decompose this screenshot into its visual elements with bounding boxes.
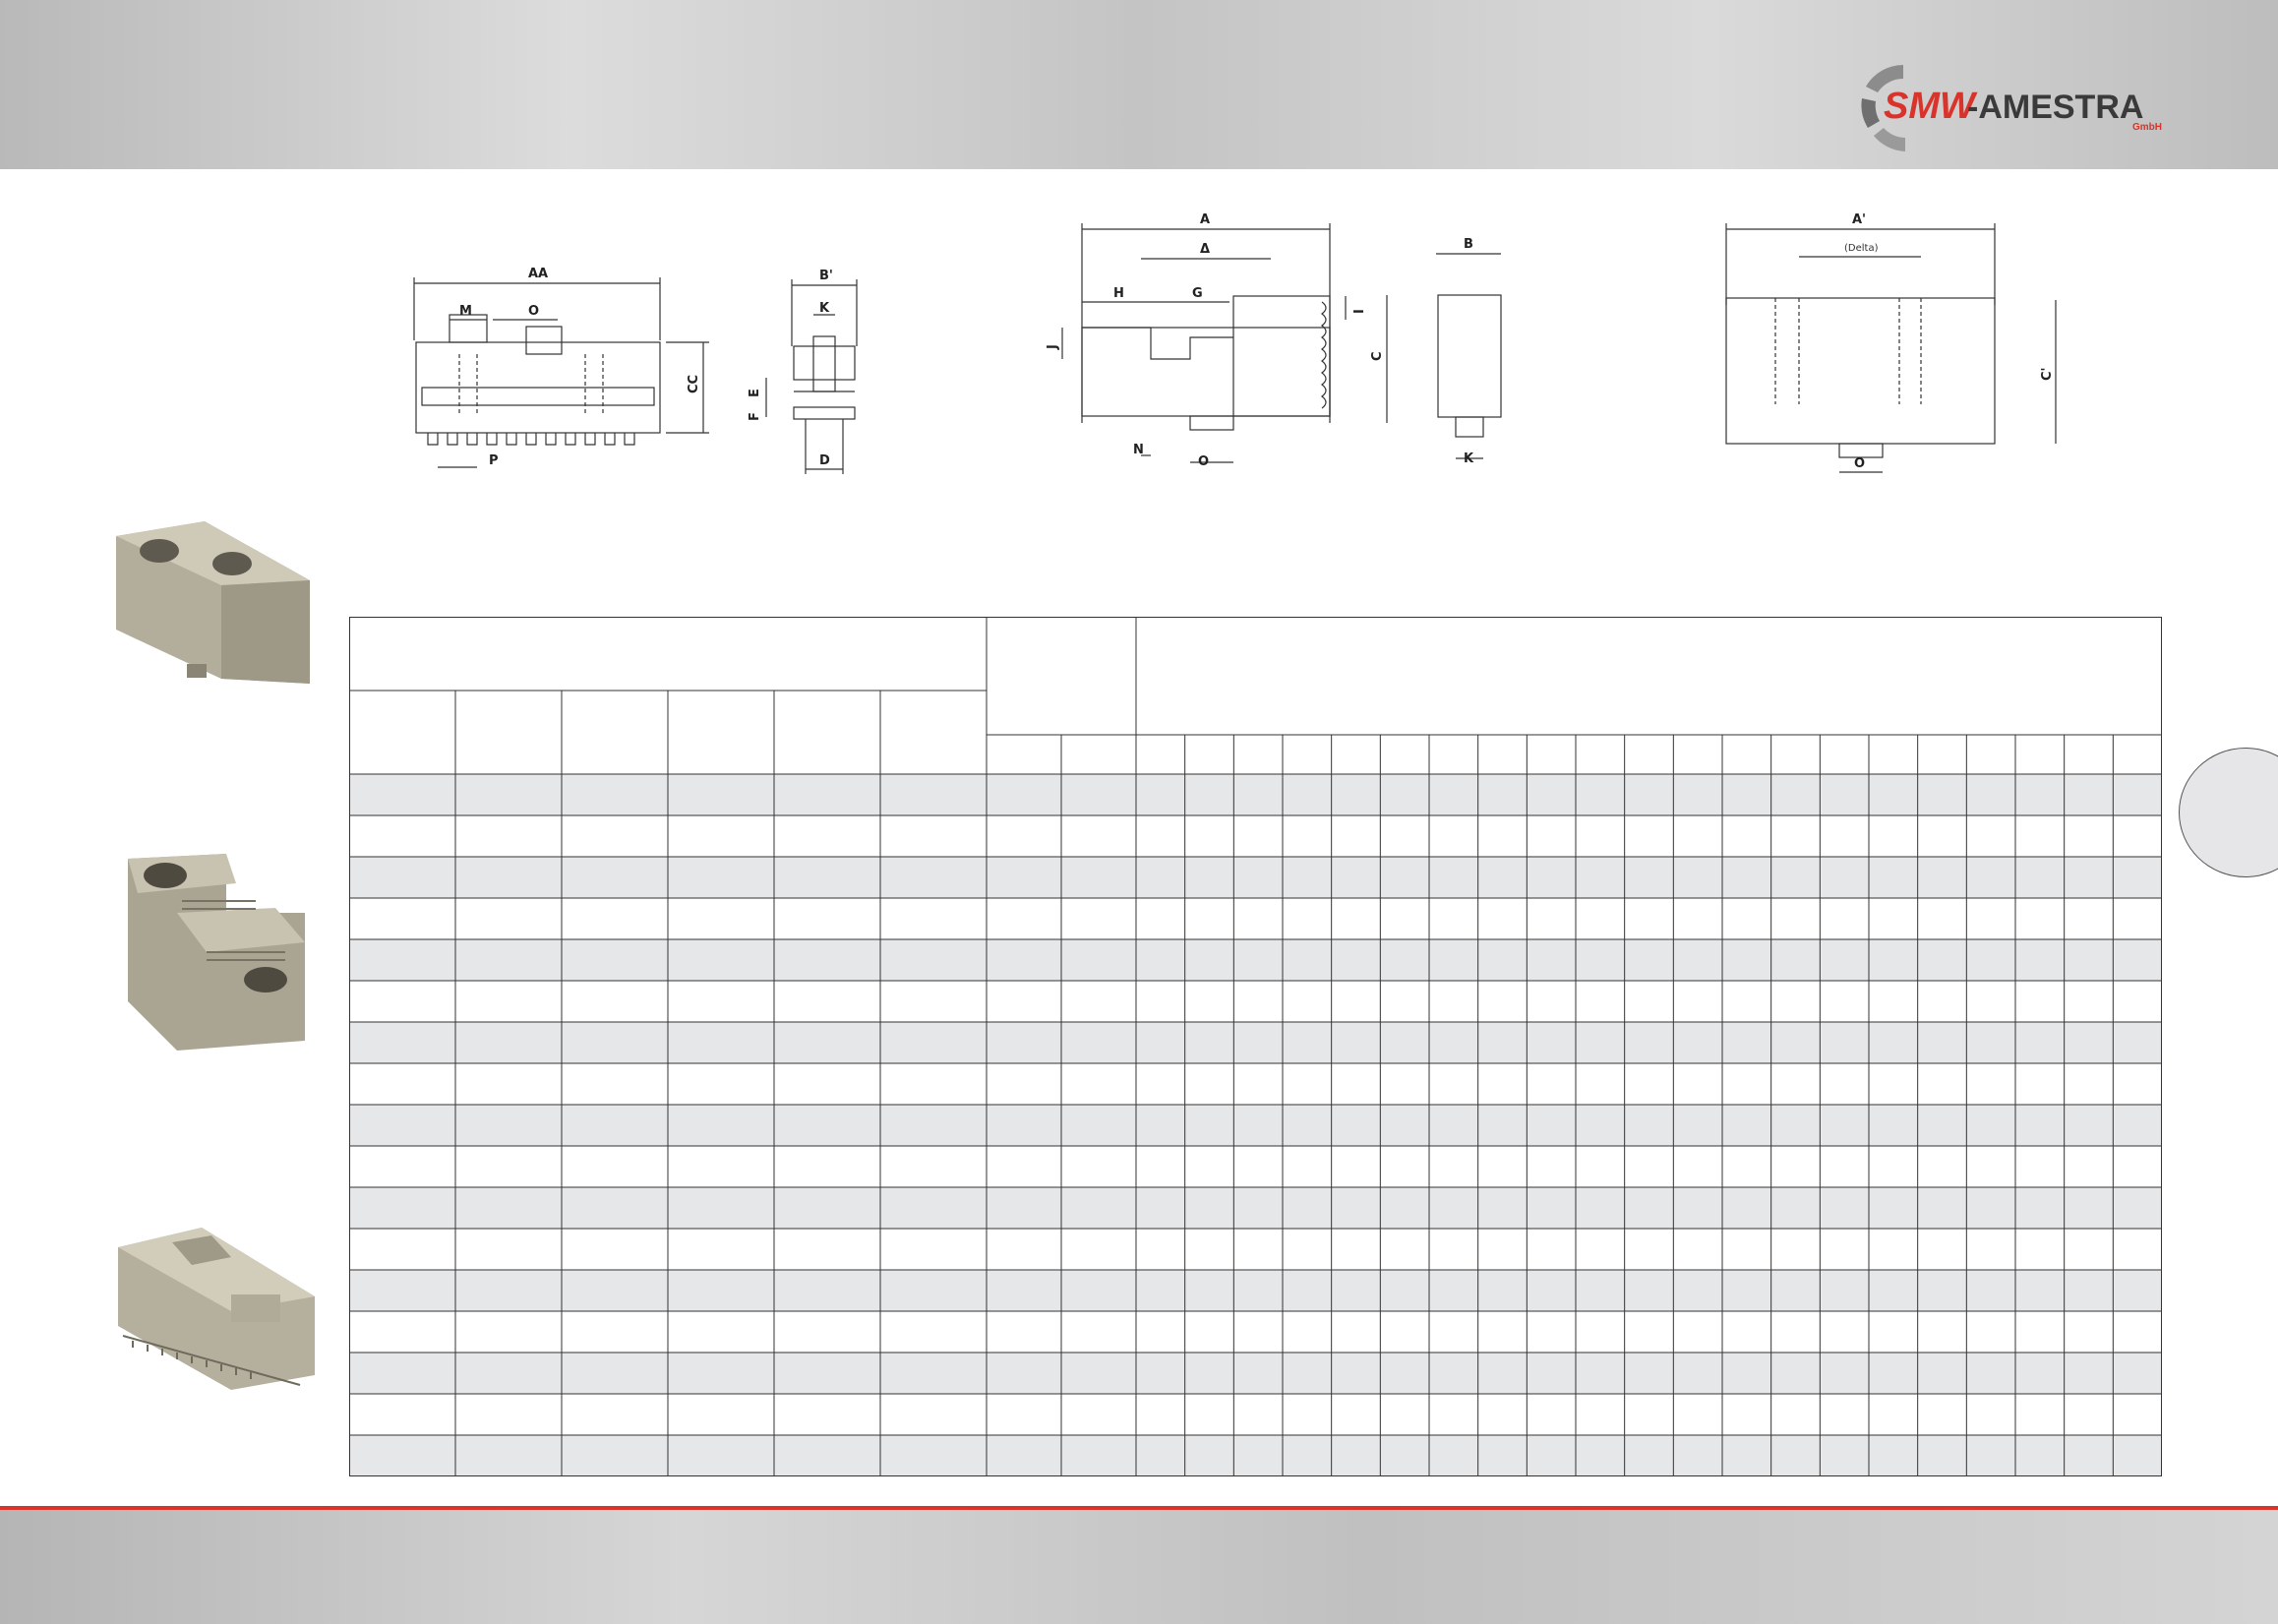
dim-label-n: N [1133, 443, 1144, 457]
dim-label-a-prime: A' [1852, 212, 1867, 227]
dim-label-o: O [1198, 454, 1210, 469]
logo-amestra-text: -AMESTRA [1967, 89, 2144, 126]
dim-label-c-prime: C' [2040, 367, 2055, 381]
logo-ring-segment-icon [1874, 128, 1905, 151]
dim-label-p: P [489, 453, 499, 468]
drawing-block-jaw [1716, 211, 2070, 482]
table-row-shade [349, 1270, 2162, 1311]
logo-gmbh-text: GmbH [2132, 122, 2162, 133]
dim-label-cc: CC [687, 374, 701, 393]
dim-label-h: H [1113, 286, 1124, 301]
dim-label-b: B [1464, 237, 1473, 252]
dim-label-o: O [1854, 456, 1866, 471]
dimension-table-grid [349, 617, 2162, 1476]
table-row-shade [349, 1187, 2162, 1229]
serrated-base-jaw-icon [113, 1228, 320, 1400]
stepped-jaw-icon [118, 854, 315, 1055]
dim-label-c: C [1370, 351, 1385, 361]
smw-amestra-logo [1854, 57, 2169, 155]
logo-ring-segment-icon [1861, 98, 1880, 128]
footer-bar [0, 1510, 2278, 1624]
table-row-shade [349, 1353, 2162, 1394]
table-row-shade [349, 1435, 2162, 1476]
drawing-base-jaw-front [408, 266, 723, 487]
dim-label-aa: AA [528, 267, 549, 281]
dim-label-m: M [459, 304, 472, 319]
dim-label-d: D [819, 453, 830, 468]
dim-label-g: G [1192, 286, 1203, 301]
dim-label-i: I [1352, 309, 1367, 314]
dim-label-o: O [528, 304, 540, 319]
dim-label-k: K [1464, 451, 1474, 466]
logo-smw-text: SMW [1884, 86, 1975, 127]
table-row-shade [349, 1105, 2162, 1146]
dim-label-f: F [748, 412, 762, 421]
table-row-shade [349, 939, 2162, 981]
page-tab-marker [2179, 748, 2278, 877]
table-row-shade [349, 857, 2162, 898]
dim-label-e: E [748, 389, 762, 397]
dim-label-delta-text: (Delta) [1844, 243, 1879, 254]
table-row-shade [349, 774, 2162, 815]
dim-label-b-prime: B' [819, 269, 833, 283]
drawing-top-jaw-side [1426, 236, 1515, 477]
dimension-table [349, 617, 2162, 1476]
dim-label-k: K [819, 301, 830, 316]
table-row-shade [349, 1022, 2162, 1063]
dim-label-j: J [1046, 344, 1060, 349]
drawing-base-jaw-side [743, 268, 890, 489]
drawing-top-jaw-front [1043, 211, 1397, 487]
dim-label-delta: Δ [1200, 242, 1211, 257]
dim-label-a: A [1200, 212, 1211, 227]
block-jaw-icon [108, 516, 320, 698]
